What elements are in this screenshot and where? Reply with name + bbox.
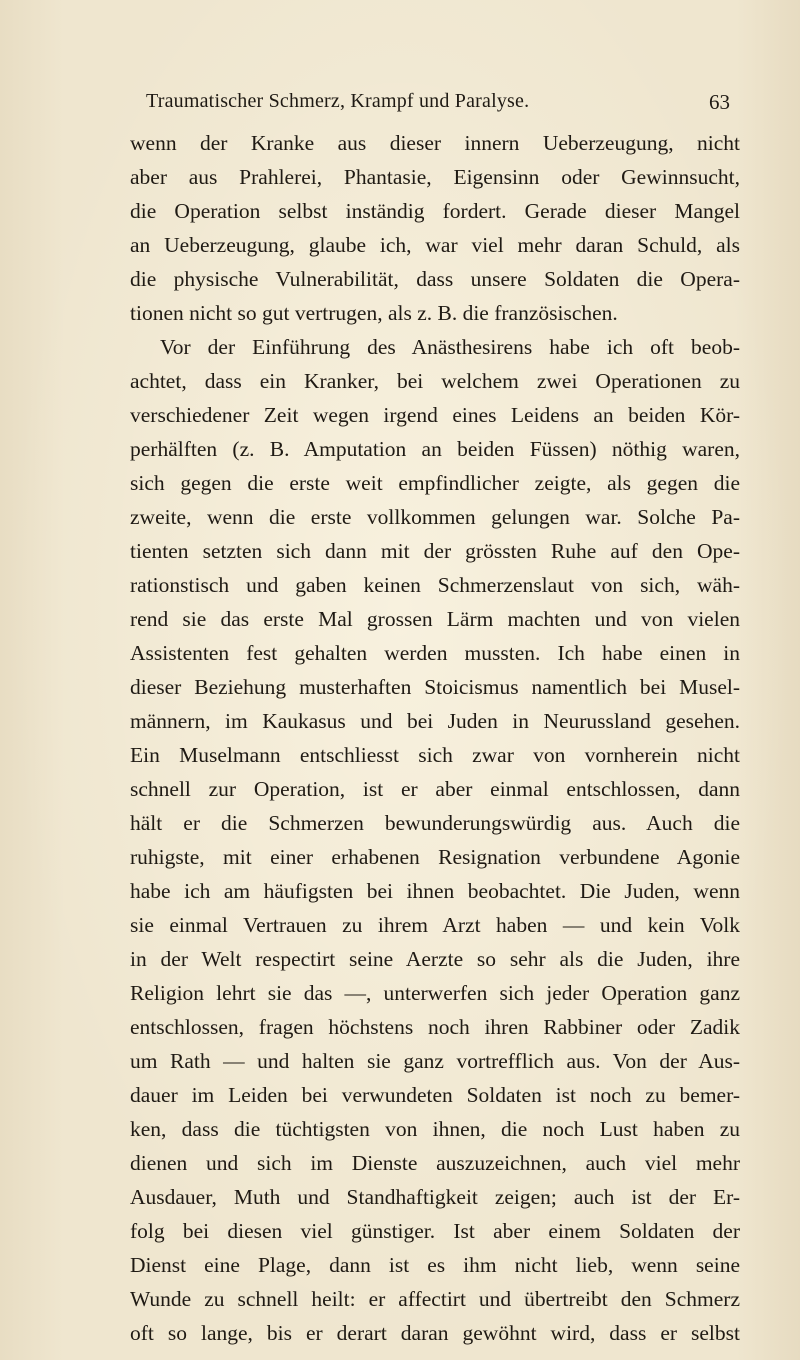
text-line-paragraph-start: Vor der Einführung des Anästhesirens habe ich oft beob- xyxy=(160,335,740,359)
text-line: habe ich am häufigsten bei ihnen beobachtet. Die Juden, wenn xyxy=(130,879,740,903)
text-line: zweite, wenn die erste vollkommen gelungen war. Solche Pa- xyxy=(130,505,740,529)
text-line: dauer im Leiden bei verwundeten Soldaten ist noch zu bemer- xyxy=(130,1083,740,1107)
text-line: die Operation selbst inständig fordert. Gerade dieser Mangel xyxy=(130,199,740,223)
text-line: tionen nicht so gut vertrugen, als z. B. die französischen. xyxy=(130,301,618,325)
text-line: verschiedener Zeit wegen irgend eines Leidens an beiden Kör- xyxy=(130,403,740,427)
text-line: Dienst eine Plage, dann ist es ihm nicht lieb, wenn seine xyxy=(130,1253,740,1277)
text-line: rend sie das erste Mal grossen Lärm machten und von vielen xyxy=(130,607,740,631)
text-line: Ein Muselmann entschliesst sich zwar von vornherein nicht xyxy=(130,743,740,767)
text-line: um Rath — und halten sie ganz vortrefflich aus. Von der Aus- xyxy=(130,1049,740,1073)
text-line: dienen und sich im Dienste auszuzeichnen, auch viel mehr xyxy=(130,1151,740,1175)
page-number: 63 xyxy=(709,90,730,114)
text-line: aber aus Prahlerei, Phantasie, Eigensinn oder Gewinnsucht, xyxy=(130,165,740,189)
text-line: achtet, dass ein Kranker, bei welchem zwei Operationen zu xyxy=(130,369,740,393)
running-head xyxy=(130,90,730,118)
text-line: Religion lehrt sie das —, unterwerfen sich jeder Operation ganz xyxy=(130,981,740,1005)
text-line: Assistenten fest gehalten werden mussten. Ich habe einen in xyxy=(130,641,740,665)
text-line: sich gegen die erste weit empfindlicher zeigte, als gegen die xyxy=(130,471,740,495)
text-line: wenn der Kranke aus dieser innern Ueberzeugung, nicht xyxy=(130,131,740,155)
text-line: hält er die Schmerzen bewunderungswürdig aus. Auch die xyxy=(130,811,740,835)
text-line: perhälften (z. B. Amputation an beiden Füssen) nöthig waren, xyxy=(130,437,740,461)
text-line: Wunde zu schnell heilt: er affectirt und übertreibt den Schmerz xyxy=(130,1287,740,1311)
text-line: männern, im Kaukasus und bei Juden in Neurussland gesehen. xyxy=(130,709,740,733)
text-line: rationstisch und gaben keinen Schmerzenslaut von sich, wäh- xyxy=(130,573,740,597)
running-title: Traumatischer Schmerz, Krampf und Paralyse. xyxy=(146,90,530,112)
text-line: ruhigste, mit einer erhabenen Resignation verbundene Agonie xyxy=(130,845,740,869)
text-line: tienten setzten sich dann mit der grössten Ruhe auf den Ope- xyxy=(130,539,740,563)
text-line: die physische Vulnerabilität, dass unsere Soldaten die Opera- xyxy=(130,267,740,291)
text-line: ken, dass die tüchtigsten von ihnen, die noch Lust haben zu xyxy=(130,1117,740,1141)
text-line: in der Welt respectirt seine Aerzte so sehr als die Juden, ihre xyxy=(130,947,740,971)
text-line: Ausdauer, Muth und Standhaftigkeit zeigen; auch ist der Er- xyxy=(130,1185,740,1209)
text-line: sie einmal Vertrauen zu ihrem Arzt haben — und kein Volk xyxy=(130,913,740,937)
text-line: entschlossen, fragen höchstens noch ihren Rabbiner oder Zadik xyxy=(130,1015,740,1039)
text-line: schnell zur Operation, ist er aber einmal entschlossen, dann xyxy=(130,777,740,801)
text-line: an Ueberzeugung, glaube ich, war viel mehr daran Schuld, als xyxy=(130,233,740,257)
text-line: oft so lange, bis er derart daran gewöhnt wird, dass er selbst xyxy=(130,1321,740,1345)
text-line: dieser Beziehung musterhaften Stoicismus namentlich bei Musel- xyxy=(130,675,740,699)
text-line: folg bei diesen viel günstiger. Ist aber einem Soldaten der xyxy=(130,1219,740,1243)
body-text xyxy=(130,126,740,1350)
